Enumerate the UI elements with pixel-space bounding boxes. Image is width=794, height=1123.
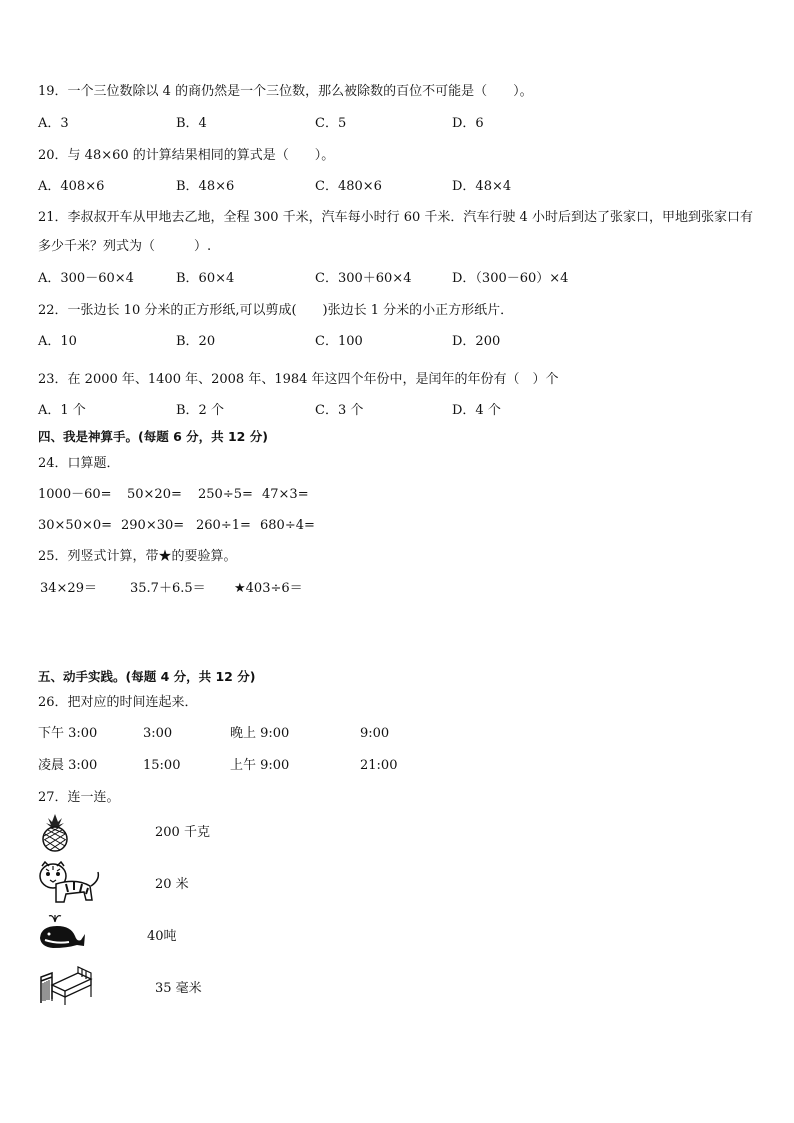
q22-option-d: D．200	[452, 334, 501, 349]
q21-option-a: A．300－60×4	[38, 271, 134, 286]
q24-item: 260÷1=	[196, 518, 251, 533]
question-26: 26．把对应的时间连起来．	[38, 695, 198, 710]
q22-option-b: B．20	[176, 334, 216, 349]
section-5-heading: 五、动手实践。(每题 4 分，共 12 分)	[38, 669, 256, 684]
question-23: 23．在 2000 年、1400 年、2008 年、1984 年这四个年份中，是闰年的年份有（ ）个	[38, 372, 559, 387]
q25-item: 34×29＝	[40, 581, 97, 596]
q19-option-a: A．3	[38, 116, 69, 131]
q27-item-length-mm: 35 毫米	[155, 981, 202, 996]
bed-icon	[38, 963, 94, 1007]
q20-option-a: A．408×6	[38, 179, 105, 194]
q24-item: 290×30=	[121, 518, 185, 533]
q27-item-weight-tons: 40吨	[147, 929, 177, 944]
q24-item: 680÷4=	[260, 518, 315, 533]
whale-icon	[37, 912, 87, 952]
q27-item-length: 20 米	[155, 877, 189, 892]
q21-option-d: D．（300－60）×4	[452, 271, 569, 286]
q26-item: 凌晨 3:00	[38, 758, 98, 773]
q24-item: 30×50×0=	[38, 518, 113, 533]
q24-item: 47×3=	[262, 487, 309, 502]
section-4-heading: 四、我是神算手。(每题 6 分，共 12 分)	[38, 429, 268, 444]
q27-item-weight: 200 千克	[155, 825, 210, 840]
question-20: 20．与 48×60 的计算结果相同的算式是（ ）。	[38, 148, 335, 163]
q24-item: 250÷5=	[198, 487, 253, 502]
q23-option-b: B．2 个	[176, 403, 224, 418]
q19-option-c: C．5	[315, 116, 347, 131]
q20-option-b: B．48×6	[176, 179, 235, 194]
question-19: 19．一个三位数除以 4 的商仍然是一个三位数，那么被除数的百位不可能是（ ）。	[38, 84, 533, 99]
q24-item: 1000－60=	[38, 487, 112, 502]
q26-item: 上午 9:00	[230, 758, 290, 773]
q23-option-a: A．1 个	[38, 403, 86, 418]
tiger-icon	[36, 860, 102, 906]
pineapple-icon	[38, 812, 72, 852]
q26-item: 9:00	[360, 726, 390, 741]
q25-item: ★403÷6＝	[234, 581, 303, 596]
q22-option-c: C．100	[315, 334, 363, 349]
q19-option-b: B．4	[176, 116, 207, 131]
q22-option-a: A．10	[38, 334, 77, 349]
q23-option-d: D．4 个	[452, 403, 501, 418]
q19-option-d: D．6	[452, 116, 484, 131]
q21-option-c: C．300＋60×4	[315, 271, 412, 286]
q26-item: 3:00	[143, 726, 173, 741]
q26-item: 21:00	[360, 758, 398, 773]
q20-option-d: D．48×4	[452, 179, 512, 194]
q26-item: 15:00	[143, 758, 181, 773]
q26-item: 下午 3:00	[38, 726, 98, 741]
q24-item: 50×20=	[127, 487, 182, 502]
q23-option-c: C．3 个	[315, 403, 364, 418]
question-22: 22．一张边长 10 分米的正方形纸,可以剪成( )张边长 1 分米的小正方形纸片．	[38, 303, 514, 318]
question-24: 24．口算题．	[38, 456, 120, 471]
q21-option-b: B．60×4	[176, 271, 235, 286]
q26-item: 晚上 9:00	[230, 726, 290, 741]
question-25: 25．列竖式计算，带★的要验算。	[38, 549, 237, 564]
q25-item: 35.7＋6.5＝	[130, 581, 206, 596]
q20-option-c: C．480×6	[315, 179, 382, 194]
question-27: 27．连一连。	[38, 790, 120, 805]
question-21: 21．李叔叔开车从甲地去乙地，全程 300 千米，汽车每小时行 60 千米．汽车行驶 4 小时后到达了张家口，甲地到张家口有多少千米？列式为（ ）.	[38, 210, 753, 254]
